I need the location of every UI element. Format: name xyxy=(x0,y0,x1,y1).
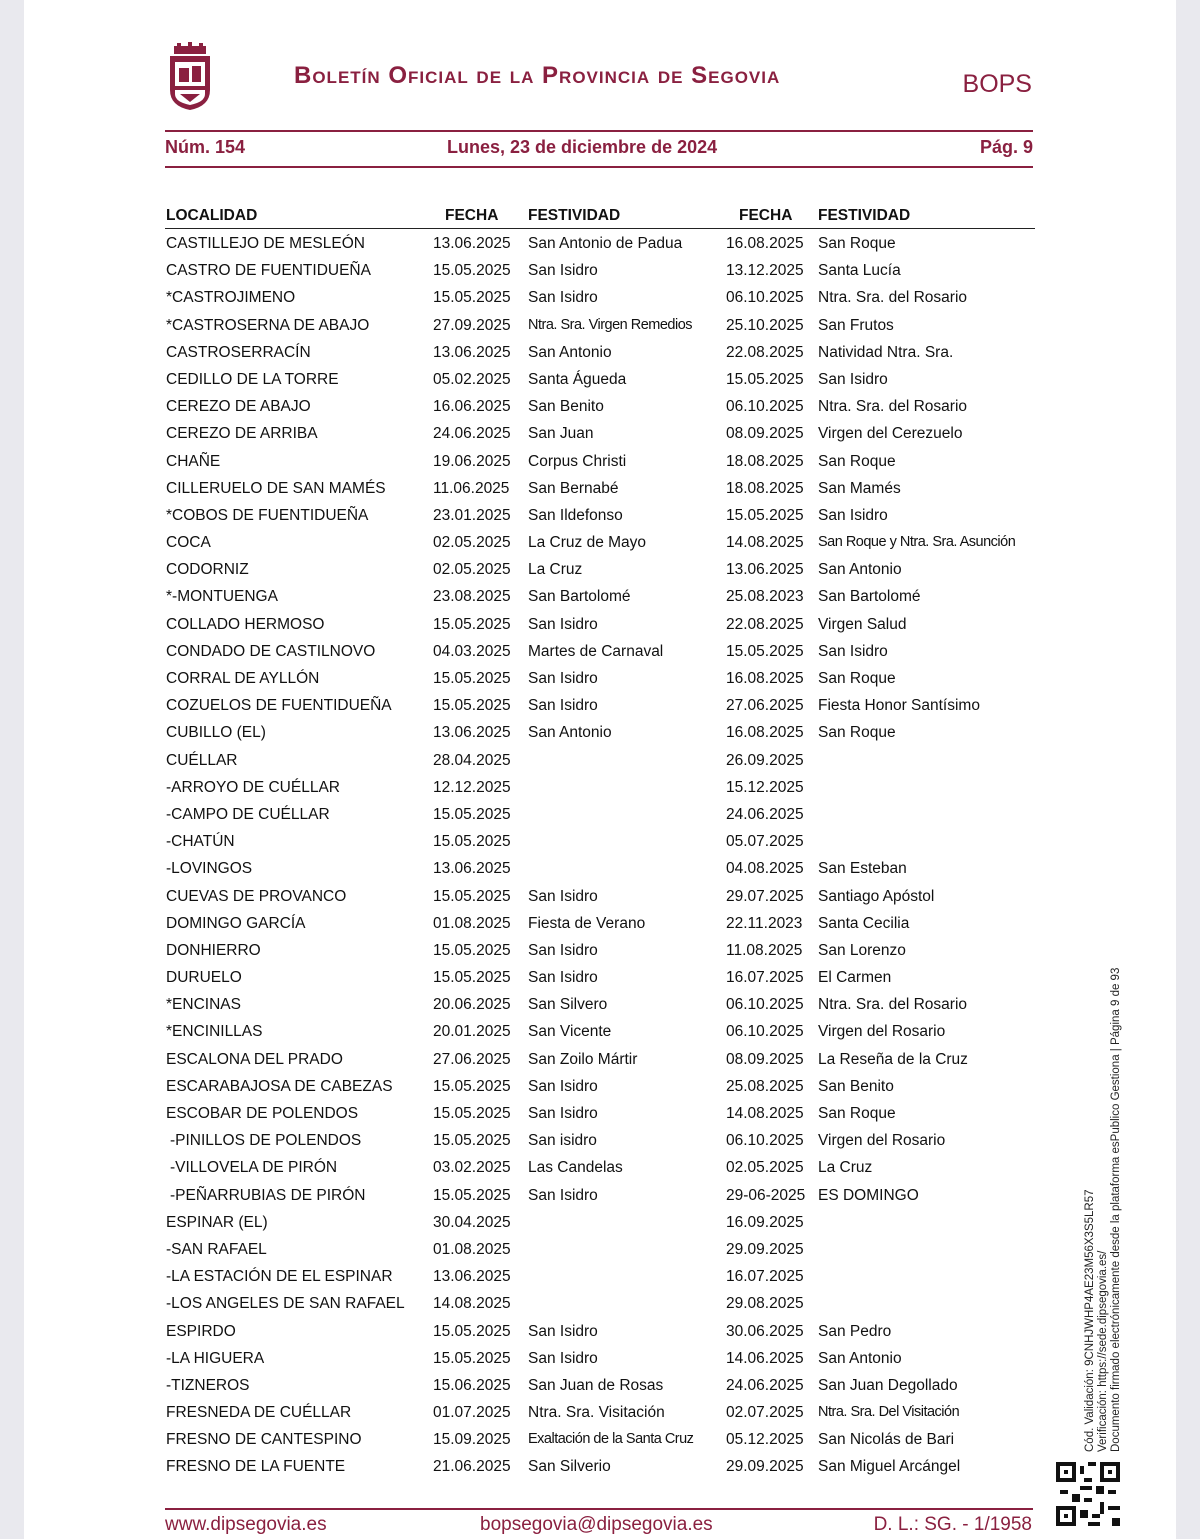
localidad-cell: -CAMPO DE CUÉLLAR xyxy=(166,805,330,823)
fecha-2-cell: 29.08.2025 xyxy=(726,1295,804,1313)
table-row xyxy=(165,1047,1045,1074)
table-row xyxy=(165,1128,1045,1155)
fecha-2-cell: 06.10.2025 xyxy=(726,289,804,307)
festividad-2-cell: San Nicolás de Bari xyxy=(818,1431,955,1449)
table-row xyxy=(165,1400,1045,1427)
footer-email-link[interactable]: bopsegovia@dipsegovia.es xyxy=(480,1514,713,1535)
fecha-1-cell: 15.05.2025 xyxy=(433,1077,511,1095)
validation-code: Cód. Validación: 9CNHJWHP4AE23M56X3S5LR57 xyxy=(1084,1189,1096,1452)
festividad-2-cell: Ntra. Sra. del Rosario xyxy=(818,398,968,416)
localidad-cell: DURUELO xyxy=(166,969,242,987)
fecha-2-cell: 15.05.2025 xyxy=(726,642,804,660)
fecha-2-cell: 29.09.2025 xyxy=(726,1458,804,1476)
fecha-2-cell: 24.06.2025 xyxy=(726,805,804,823)
table-row xyxy=(165,1319,1045,1346)
fecha-2-cell: 06.10.2025 xyxy=(726,1023,804,1041)
fecha-2-cell: 22.08.2025 xyxy=(726,343,804,361)
table-row xyxy=(165,1210,1045,1237)
festividad-2-cell: Virgen Salud xyxy=(818,615,907,633)
fecha-1-cell: 14.08.2025 xyxy=(433,1295,511,1313)
localidad-cell: CEDILLO DE LA TORRE xyxy=(166,370,339,388)
festividad-1-cell: San Antonio de Padua xyxy=(528,235,683,252)
festividad-1-cell: San isidro xyxy=(528,1132,597,1150)
fecha-1-cell: 21.06.2025 xyxy=(433,1458,511,1476)
fecha-1-cell: 13.06.2025 xyxy=(433,1268,511,1286)
localidad-cell: *CASTROJIMENO xyxy=(166,289,296,307)
festividad-2-cell: El Carmen xyxy=(818,969,892,987)
fecha-1-cell: 15.05.2025 xyxy=(433,1322,511,1340)
fecha-1-cell: 27.09.2025 xyxy=(433,316,511,334)
table-row xyxy=(165,421,1045,448)
festividad-2-cell: San Isidro xyxy=(818,642,888,660)
table-row xyxy=(165,1291,1045,1318)
fecha-2-cell: 22.08.2025 xyxy=(726,615,804,633)
header-rule-top xyxy=(165,130,1033,132)
document-page xyxy=(24,0,1176,1539)
table-row xyxy=(165,884,1045,911)
localidad-cell: -CHATÚN xyxy=(166,833,235,851)
festividad-2-cell: Virgen del Cerezuelo xyxy=(818,425,963,443)
header-rule-bottom xyxy=(165,166,1033,168)
festividad-2-cell: San Bartolomé xyxy=(818,588,921,606)
table-row xyxy=(165,1454,1045,1481)
table-row xyxy=(165,965,1045,992)
fecha-1-cell: 15.06.2025 xyxy=(433,1376,511,1394)
localidad-cell: COCA xyxy=(166,534,211,552)
festividad-2-cell: San Mamés xyxy=(818,479,901,497)
fecha-2-cell: 18.08.2025 xyxy=(726,479,804,497)
localidad-cell: -LA HIGUERA xyxy=(166,1349,265,1367)
fecha-1-cell: 24.06.2025 xyxy=(433,425,511,443)
fecha-1-cell: 13.06.2025 xyxy=(433,235,511,252)
festividad-2-cell: San Esteban xyxy=(818,860,907,878)
festividad-1-cell: San Benito xyxy=(528,398,604,416)
bulletin-title: Boletín Oficial de la Provincia de Segovia xyxy=(294,62,781,89)
table-row xyxy=(165,1019,1045,1046)
festividad-1-cell: San Silvero xyxy=(528,996,608,1014)
footer-website-link[interactable]: www.dipsegovia.es xyxy=(165,1514,327,1535)
fecha-1-cell: 20.06.2025 xyxy=(433,996,511,1014)
fecha-1-cell: 15.05.2025 xyxy=(433,887,511,905)
festividad-1-cell: San Silverio xyxy=(528,1458,611,1476)
festividad-2-cell: La Reseña de la Cruz xyxy=(818,1050,968,1068)
localidad-cell: ESCARABAJOSA DE CABEZAS xyxy=(166,1077,393,1095)
fecha-1-cell: 01.08.2025 xyxy=(433,914,511,932)
table-row xyxy=(165,340,1045,367)
fecha-1-cell: 03.02.2025 xyxy=(433,1159,511,1177)
fecha-2-cell: 15.05.2025 xyxy=(726,506,804,524)
table-row xyxy=(165,802,1045,829)
festividad-1-cell: San Antonio xyxy=(528,724,612,742)
table-row xyxy=(165,748,1045,775)
column-header-localidad: LOCALIDAD xyxy=(166,207,258,224)
fecha-2-cell: 29.07.2025 xyxy=(726,887,804,905)
localidad-cell: DOMINGO GARCÍA xyxy=(166,914,306,932)
table-row xyxy=(165,829,1045,856)
fecha-1-cell: 15.05.2025 xyxy=(433,1186,511,1204)
festividad-1-cell: San Isidro xyxy=(528,969,598,987)
fecha-1-cell: 15.05.2025 xyxy=(433,805,511,823)
fecha-2-cell: 13.06.2025 xyxy=(726,561,804,579)
festividad-1-cell: San Zoilo Mártir xyxy=(528,1050,638,1068)
column-header-fecha-1: FECHA xyxy=(445,207,499,224)
festividad-1-cell: San Isidro xyxy=(528,697,598,715)
table-row xyxy=(165,394,1045,421)
fecha-1-cell: 16.06.2025 xyxy=(433,398,511,416)
fecha-1-cell: 02.05.2025 xyxy=(433,561,511,579)
festividad-2-cell: San Antonio xyxy=(818,1349,902,1367)
localidad-cell: -PINILLOS DE POLENDOS xyxy=(170,1132,362,1150)
fecha-1-cell: 23.01.2025 xyxy=(433,506,511,524)
fecha-1-cell: 15.05.2025 xyxy=(433,1105,511,1122)
festividad-1-cell: San Juan de Rosas xyxy=(528,1376,664,1394)
festividad-1-cell: San Isidro xyxy=(528,1186,598,1204)
localidad-cell: -TIZNEROS xyxy=(166,1376,250,1394)
festividad-2-cell: Santa Cecilia xyxy=(818,914,910,932)
localidad-cell: CHAÑE xyxy=(166,452,221,470)
localidad-cell: -ARROYO DE CUÉLLAR xyxy=(166,778,340,796)
festividad-2-cell: ES DOMINGO xyxy=(818,1186,919,1204)
festividad-1-cell: San Antonio xyxy=(528,343,612,361)
table-header xyxy=(165,206,1035,229)
festividad-1-cell: Ntra. Sra. Visitación xyxy=(528,1404,665,1422)
fecha-1-cell: 13.06.2025 xyxy=(433,860,511,878)
festividad-2-cell: Ntra. Sra. del Rosario xyxy=(818,289,968,307)
fecha-1-cell: 15.05.2025 xyxy=(433,615,511,633)
fecha-2-cell: 06.10.2025 xyxy=(726,996,804,1014)
fecha-2-cell: 02.05.2025 xyxy=(726,1159,804,1177)
fecha-1-cell: 04.03.2025 xyxy=(433,642,511,660)
fecha-2-cell: 30.06.2025 xyxy=(726,1322,804,1340)
fecha-1-cell: 13.06.2025 xyxy=(433,343,511,361)
table-row xyxy=(165,1101,1045,1128)
localidad-cell: -LA ESTACIÓN DE EL ESPINAR xyxy=(166,1268,393,1286)
festividad-1-cell: La Cruz de Mayo xyxy=(528,534,647,552)
localidad-cell: *COBOS DE FUENTIDUEÑA xyxy=(166,506,369,524)
fecha-1-cell: 19.06.2025 xyxy=(433,452,511,470)
fecha-1-cell: 15.05.2025 xyxy=(433,289,511,307)
localidad-cell: CEREZO DE ABAJO xyxy=(166,398,311,416)
festividad-1-cell: San Isidro xyxy=(528,1349,598,1367)
fecha-1-cell: 01.08.2025 xyxy=(433,1240,511,1258)
festividad-2-cell: Natividad Ntra. Sra. xyxy=(818,343,954,361)
localidad-cell: COLLADO HERMOSO xyxy=(166,615,325,633)
fecha-2-cell: 08.09.2025 xyxy=(726,425,804,443)
localidad-cell: -SAN RAFAEL xyxy=(166,1240,267,1258)
fecha-1-cell: 13.06.2025 xyxy=(433,724,511,742)
fecha-2-cell: 22.11.2023 xyxy=(726,914,803,932)
localidad-cell: DONHIERRO xyxy=(166,941,261,959)
verification-url: Verificación: https://sede.dipsegovia.es/ xyxy=(1097,1250,1109,1452)
column-header-fecha-2: FECHA xyxy=(739,207,793,224)
fecha-2-cell: 05.07.2025 xyxy=(726,833,804,851)
fecha-2-cell: 25.08.2025 xyxy=(726,1077,804,1095)
fecha-1-cell: 15.05.2025 xyxy=(433,833,511,851)
festividad-1-cell: Martes de Carnaval xyxy=(528,642,664,660)
bulletin-abbreviation: BOPS xyxy=(962,70,1032,98)
festividad-2-cell: Ntra. Sra. Del Visitación xyxy=(818,1404,960,1421)
fecha-1-cell: 28.04.2025 xyxy=(433,751,511,769)
fecha-2-cell: 18.08.2025 xyxy=(726,452,804,470)
localidad-cell: -LOS ANGELES DE SAN RAFAEL xyxy=(166,1295,405,1313)
fecha-2-cell: 16.07.2025 xyxy=(726,1268,804,1286)
festividad-1-cell: San Juan xyxy=(528,425,594,443)
segovia-crest-logo xyxy=(166,42,214,112)
localidad-cell: CUEVAS DE PROVANCO xyxy=(166,887,347,905)
column-header-festividad-2: FESTIVIDAD xyxy=(818,207,911,224)
festividad-1-cell: San Isidro xyxy=(528,1105,598,1122)
festividad-1-cell: San Vicente xyxy=(528,1023,612,1041)
table-row xyxy=(165,1346,1045,1373)
fecha-2-cell: 14.08.2025 xyxy=(726,1105,804,1122)
fecha-1-cell: 15.05.2025 xyxy=(433,969,511,987)
fecha-1-cell: 15.05.2025 xyxy=(433,670,511,687)
localidad-cell: CILLERUELO DE SAN MAMÉS xyxy=(166,479,386,497)
table-row xyxy=(165,720,1045,747)
fecha-1-cell: 20.01.2025 xyxy=(433,1023,511,1041)
table-row xyxy=(165,911,1045,938)
fecha-1-cell: 15.05.2025 xyxy=(433,697,511,715)
fecha-1-cell: 15.05.2025 xyxy=(433,941,511,959)
fecha-2-cell: 13.12.2025 xyxy=(726,262,804,280)
table-row xyxy=(165,938,1045,965)
festividad-1-cell: Corpus Christi xyxy=(528,452,627,470)
table-row xyxy=(165,503,1045,530)
localidad-cell: *CASTROSERNA DE ABAJO xyxy=(166,316,370,334)
fecha-1-cell: 12.12.2025 xyxy=(433,778,511,796)
festividad-2-cell: San Antonio xyxy=(818,561,902,579)
table-row xyxy=(165,1183,1045,1210)
festividad-1-cell: San Isidro xyxy=(528,670,598,687)
festividad-1-cell: San Isidro xyxy=(528,1322,598,1340)
festividad-1-cell: Santa Águeda xyxy=(528,370,627,388)
localidad-cell: FRESNO DE CANTESPINO xyxy=(166,1431,362,1449)
fecha-2-cell: 29-06-2025 xyxy=(726,1186,806,1204)
festividad-2-cell: San Roque xyxy=(818,452,896,470)
festividad-2-cell: Fiesta Honor Santísimo xyxy=(818,697,980,715)
localidad-cell: -PEÑARRUBIAS DE PIRÓN xyxy=(170,1186,366,1204)
fecha-1-cell: 05.02.2025 xyxy=(433,370,511,388)
festividad-2-cell: San Roque xyxy=(818,1105,896,1122)
table-row xyxy=(165,1237,1045,1264)
localidad-cell: CASTILLEJO DE MESLEÓN xyxy=(166,235,365,252)
localidad-cell: FRESNEDA DE CUÉLLAR xyxy=(166,1404,352,1422)
issue-date: Lunes, 23 de diciembre de 2024 xyxy=(447,137,718,157)
table-row xyxy=(165,1264,1045,1291)
table-row xyxy=(165,1427,1045,1454)
localidad-cell: ESPINAR (EL) xyxy=(166,1213,268,1231)
localidad-cell: ESPIRDO xyxy=(166,1322,236,1340)
festividad-2-cell: San Juan Degollado xyxy=(818,1376,958,1394)
festividad-1-cell: Fiesta de Verano xyxy=(528,914,646,932)
festividad-2-cell: Santiago Apóstol xyxy=(818,887,935,905)
fecha-2-cell: 29.09.2025 xyxy=(726,1240,804,1258)
festividad-1-cell: San Isidro xyxy=(528,941,598,959)
table-row xyxy=(165,285,1045,312)
localidad-cell: -LOVINGOS xyxy=(166,860,253,878)
festividad-2-cell: San Miguel Arcángel xyxy=(818,1458,961,1476)
fecha-2-cell: 15.12.2025 xyxy=(726,778,804,796)
localidad-cell: FRESNO DE LA FUENTE xyxy=(166,1458,346,1476)
table-row xyxy=(165,1074,1045,1101)
festividad-2-cell: Virgen del Rosario xyxy=(818,1132,946,1150)
localidad-cell: CORRAL DE AYLLÓN xyxy=(166,670,320,687)
column-header-festividad-1: FESTIVIDAD xyxy=(528,207,621,224)
fecha-2-cell: 16.09.2025 xyxy=(726,1213,804,1231)
localidad-cell: *-MONTUENGA xyxy=(166,588,278,606)
fecha-2-cell: 16.08.2025 xyxy=(726,670,804,687)
fecha-1-cell: 02.05.2025 xyxy=(433,534,511,552)
festividad-1-cell: San Isidro xyxy=(528,615,598,633)
issue-number: Núm. 154 xyxy=(165,137,246,157)
festividad-1-cell: San Ildefonso xyxy=(528,506,623,524)
fecha-2-cell: 27.06.2025 xyxy=(726,697,804,715)
festividad-2-cell: San Roque xyxy=(818,235,896,252)
page-number: Pág. 9 xyxy=(979,137,1033,157)
table-row xyxy=(165,367,1045,394)
localidad-cell: ESCALONA DEL PRADO xyxy=(166,1050,343,1068)
localidad-cell: ESCOBAR DE POLENDOS xyxy=(166,1105,359,1122)
fecha-2-cell: 25.08.2023 xyxy=(726,588,804,606)
festividad-1-cell: Exaltación de la Santa Cruz xyxy=(528,1431,694,1448)
localidad-cell: *ENCINAS xyxy=(166,996,241,1014)
fecha-2-cell: 26.09.2025 xyxy=(726,751,804,769)
table-row xyxy=(165,992,1045,1019)
fecha-1-cell: 15.09.2025 xyxy=(433,1431,511,1449)
fecha-2-cell: 25.10.2025 xyxy=(726,316,804,334)
holidays-table-body xyxy=(165,231,1045,1482)
table-row xyxy=(165,449,1045,476)
festividad-1-cell: Las Candelas xyxy=(528,1159,623,1177)
fecha-2-cell: 02.07.2025 xyxy=(726,1404,804,1422)
table-row xyxy=(165,775,1045,802)
fecha-1-cell: 15.05.2025 xyxy=(433,1132,511,1150)
table-row xyxy=(165,584,1045,611)
localidad-cell: COZUELOS DE FUENTIDUEÑA xyxy=(166,697,392,715)
festividad-2-cell: San Isidro xyxy=(818,370,888,388)
festividad-2-cell: San Roque y Ntra. Sra. Asunción xyxy=(818,534,1016,551)
fecha-2-cell: 11.08.2025 xyxy=(726,941,803,959)
localidad-cell: CUBILLO (EL) xyxy=(166,724,266,742)
festividad-2-cell: San Lorenzo xyxy=(818,941,906,959)
festividad-1-cell: San Bartolomé xyxy=(528,588,631,606)
fecha-1-cell: 23.08.2025 xyxy=(433,588,511,606)
festividad-2-cell: La Cruz xyxy=(818,1159,873,1177)
fecha-1-cell: 27.06.2025 xyxy=(433,1050,511,1068)
festividad-1-cell: San Isidro xyxy=(528,289,598,307)
localidad-cell: CEREZO DE ARRIBA xyxy=(166,425,318,443)
festividad-1-cell: La Cruz xyxy=(528,561,583,579)
table-row xyxy=(165,693,1045,720)
fecha-2-cell: 15.05.2025 xyxy=(726,370,804,388)
table-row xyxy=(165,1155,1045,1182)
festividad-2-cell: San Pedro xyxy=(818,1322,892,1340)
fecha-1-cell: 01.07.2025 xyxy=(433,1404,511,1422)
festividad-1-cell: San Bernabé xyxy=(528,479,619,497)
fecha-2-cell: 04.08.2025 xyxy=(726,860,804,878)
fecha-2-cell: 14.08.2025 xyxy=(726,534,804,552)
fecha-2-cell: 16.08.2025 xyxy=(726,235,804,252)
table-row xyxy=(165,557,1045,584)
footer-legal-deposit: D. L.: SG. - 1/1958 xyxy=(873,1514,1032,1535)
validation-sidebar xyxy=(1084,952,1123,1452)
fecha-1-cell: 30.04.2025 xyxy=(433,1213,511,1231)
fecha-1-cell: 11.06.2025 xyxy=(433,479,510,497)
fecha-2-cell: 08.09.2025 xyxy=(726,1050,804,1068)
festividad-2-cell: Ntra. Sra. del Rosario xyxy=(818,996,968,1014)
festividad-1-cell: San Isidro xyxy=(528,1077,598,1095)
localidad-cell: CASTRO DE FUENTIDUEÑA xyxy=(166,262,371,280)
fecha-2-cell: 16.08.2025 xyxy=(726,724,804,742)
festividad-2-cell: Virgen del Rosario xyxy=(818,1023,946,1041)
festividad-2-cell: Santa Lucía xyxy=(818,262,901,280)
table-row xyxy=(165,530,1045,557)
signature-note: Documento firmado electrónicamente desde la plataforma esPublico Gestiona | Página 9 de 93 xyxy=(1110,967,1122,1452)
festividad-2-cell: San Isidro xyxy=(818,506,888,524)
table-row xyxy=(165,231,1045,258)
footer-rule xyxy=(165,1508,1033,1510)
fecha-2-cell: 14.06.2025 xyxy=(726,1349,804,1367)
localidad-cell: CONDADO DE CASTILNOVO xyxy=(166,642,376,660)
festividad-1-cell: San Isidro xyxy=(528,887,598,905)
localidad-cell: -VILLOVELA DE PIRÓN xyxy=(170,1159,338,1177)
fecha-2-cell: 05.12.2025 xyxy=(726,1431,804,1449)
table-row xyxy=(165,612,1045,639)
festividad-1-cell: Ntra. Sra. Virgen Remedios xyxy=(528,316,693,333)
table-row xyxy=(165,1373,1045,1400)
fecha-2-cell: 06.10.2025 xyxy=(726,1132,804,1150)
fecha-1-cell: 15.05.2025 xyxy=(433,1349,511,1367)
table-row xyxy=(165,856,1045,883)
localidad-cell: CUÉLLAR xyxy=(166,751,238,769)
localidad-cell: *ENCINILLAS xyxy=(166,1023,263,1041)
festividad-2-cell: San Benito xyxy=(818,1077,894,1095)
qr-code-icon xyxy=(1056,1462,1120,1526)
fecha-1-cell: 15.05.2025 xyxy=(433,262,511,280)
table-row xyxy=(165,258,1045,285)
fecha-2-cell: 16.07.2025 xyxy=(726,969,804,987)
localidad-cell: CODORNIZ xyxy=(166,561,249,579)
festividad-2-cell: San Frutos xyxy=(818,316,894,334)
table-row xyxy=(165,639,1045,666)
festividad-2-cell: San Roque xyxy=(818,724,896,742)
festividad-1-cell: San Isidro xyxy=(528,262,598,280)
fecha-2-cell: 06.10.2025 xyxy=(726,398,804,416)
table-row xyxy=(165,476,1045,503)
table-row xyxy=(165,313,1045,340)
festividad-2-cell: San Roque xyxy=(818,670,896,687)
localidad-cell: CASTROSERRACÍN xyxy=(166,343,311,361)
table-row xyxy=(165,666,1045,693)
fecha-2-cell: 24.06.2025 xyxy=(726,1376,804,1394)
